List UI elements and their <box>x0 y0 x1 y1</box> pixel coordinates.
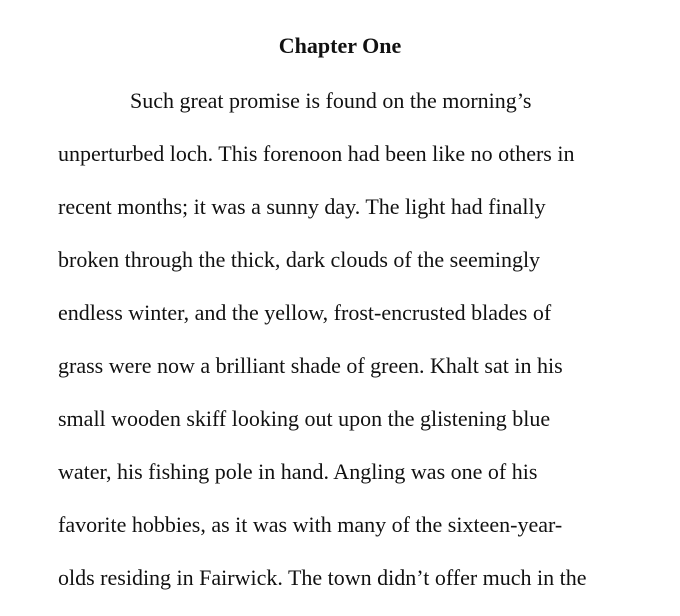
body-line: olds residing in Fairwick. The town didn’t offer much in the <box>58 565 587 590</box>
body-line: broken through the thick, dark clouds of the seemingly <box>58 247 541 272</box>
body-line: recent months; it was a sunny day. The light had finally <box>58 194 546 219</box>
body-line: water, his fishing pole in hand. Angling was one of his <box>58 459 538 484</box>
chapter-title: Chapter One <box>278 33 402 58</box>
body-line: grass were now a brilliant shade of green. Khalt sat in his <box>58 353 563 378</box>
body-line: endless winter, and the yellow, frost-encrusted blades of <box>58 300 552 325</box>
body-line: unperturbed loch. This forenoon had been like no others in <box>58 141 575 166</box>
body-line: favorite hobbies, as it was with many of the sixteen-year- <box>58 512 563 537</box>
body-line: small wooden skiff looking out upon the glistening blue <box>58 406 551 431</box>
body-line: Such great promise is found on the morning’s <box>130 88 532 113</box>
chapter-body <box>58 86 658 616</box>
